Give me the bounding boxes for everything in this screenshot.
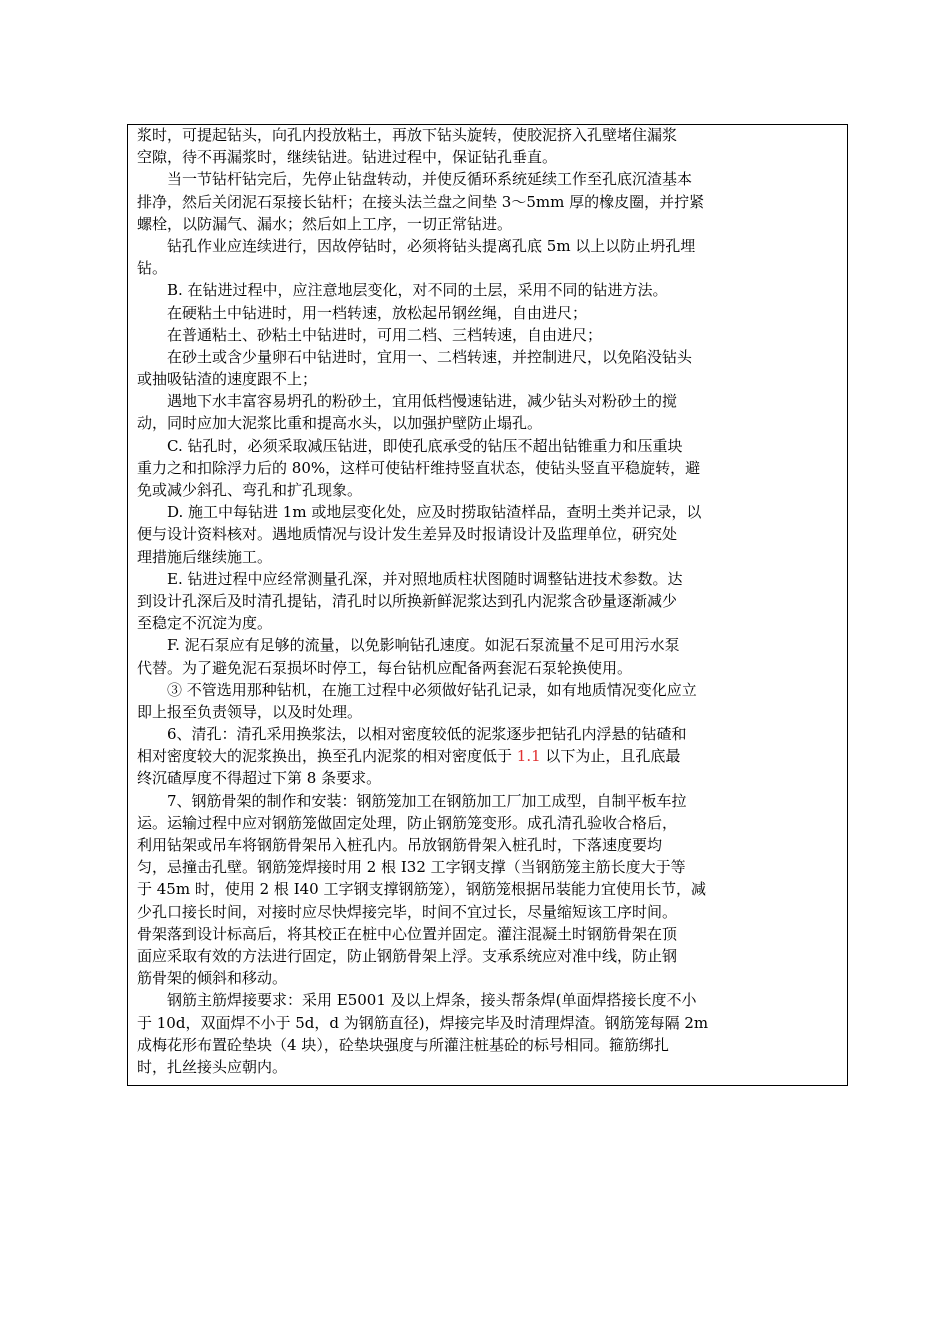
line-text: 动，同时应加大泥浆比重和提高水头，以加强护壁防止塌孔。	[137, 414, 543, 433]
paragraph-line	[137, 634, 839, 656]
line-text: 钻。	[137, 259, 168, 278]
paragraph-line	[137, 989, 839, 1011]
line-text: 免或减少斜孔、弯孔和扩孔现象。	[137, 481, 363, 499]
paragraph-line	[137, 235, 839, 257]
paragraph-line	[137, 546, 839, 568]
line-text: 空隙，待不再漏浆时，继续钻进。钻进过程中，保证钻孔垂直。	[137, 148, 558, 167]
line-text: E. 钻进过程中应经常测量孔深，并对照地质柱状图随时调整钻进技术参数。达	[167, 569, 683, 588]
line-text: 到设计孔深后及时清孔提钻，清孔时以所换新鲜泥浆达到孔内泥浆含砂量逐渐减少	[137, 591, 678, 610]
line-text: 便与设计资料核对。遇地质情况与设计发生差异及时报请设计及监理单位，研究处	[137, 525, 678, 544]
line-text: 7、钢筋骨架的制作和安装：钢筋笼加工在钢筋加工厂加工成型，自制平板车拉	[167, 791, 687, 810]
paragraph-line	[137, 302, 839, 324]
line-text: 骨架落到设计标高后，将其校正在桩中心位置并固定。灌注混凝土时钢筋骨架在顶	[137, 924, 678, 943]
paragraph-line	[137, 590, 839, 612]
line-text: 少孔口接长时间，对接时应尽快焊接完毕，时间不宜过长，尽量缩短该工序时间。	[137, 902, 678, 921]
paragraph-line	[137, 146, 839, 168]
paragraph-line	[137, 967, 839, 989]
line-text: 于 45m 时，使用 2 根 I40 工字钢支撑钢筋笼），钢筋笼根据吊装能力宜使用长节，减	[137, 880, 706, 899]
line-text: 当一节钻杆钻完后，先停止钻盘转动，并使反循环系统延续工作至孔底沉渣基本	[167, 170, 693, 189]
paragraph-line	[137, 1012, 839, 1034]
document-body	[137, 124, 839, 1078]
paragraph-line	[137, 834, 839, 856]
line-text: 或抽吸钻渣的速度跟不上；	[137, 370, 318, 389]
paragraph-line	[137, 568, 839, 590]
paragraph-line	[137, 856, 839, 878]
paragraph-line	[137, 878, 839, 900]
line-text: 钢筋主筋焊接要求：采用 E5001 及以上焊条，接头帮条焊(单面焊搭接长度不小	[167, 991, 697, 1010]
line-text: 运。运输过程中应对钢筋笼做固定处理，防止钢筋笼变形。成孔清孔验收合格后，	[137, 813, 678, 832]
paragraph-line	[137, 1034, 839, 1056]
highlighted-value: 1.1	[516, 747, 541, 766]
line-text: 至稳定不沉淀为度。	[137, 614, 273, 633]
paragraph-line	[137, 124, 839, 146]
line-text: 浆时，可提起钻头，向孔内投放粘土，再放下钻头旋转，使胶泥挤入孔壁堵住漏浆	[137, 126, 678, 144]
paragraph-line	[137, 501, 839, 523]
line-text: 终沉碴厚度不得超过下第 8 条要求。	[137, 769, 382, 788]
paragraph-line	[137, 346, 839, 368]
line-text: ③ 不管选用那种钻机，在施工过程中必须做好钻孔记录，如有地质情况变化应立	[167, 680, 697, 699]
line-text: C. 钻孔时，必须采取减压钻进，即使孔底承受的钻压不超出钻锥重力和压重块	[167, 436, 683, 455]
line-text: 即上报至负责领导，以及时处理。	[137, 702, 363, 721]
paragraph-line	[137, 324, 839, 346]
line-text: D. 施工中每钻进 1m 或地层变化处，应及时捞取钻渣样品，查明土类并记录，以	[167, 503, 702, 522]
line-text: 理措施后继续施工。	[137, 547, 273, 566]
paragraph-line	[137, 368, 839, 390]
paragraph-line	[137, 923, 839, 945]
paragraph-line	[137, 657, 839, 679]
paragraph-line	[137, 812, 839, 834]
paragraph-line	[137, 457, 839, 479]
line-text: B. 在钻进过程中，应注意地层变化，对不同的土层，采用不同的钻进方法。	[167, 281, 668, 300]
line-text: 于 10d，双面焊不小于 5d，d 为钢筋直径)，焊接完毕及时清理焊渣。钢筋笼每隔 2m	[137, 1013, 709, 1032]
paragraph-line	[137, 679, 839, 701]
line-text: 匀，忌撞击孔壁。钢筋笼焊接时用 2 根 I32 工字钢支撑（当钢筋笼主筋长度大于等	[137, 858, 686, 877]
paragraph-line	[137, 191, 839, 213]
paragraph-line	[137, 390, 839, 412]
line-text: 在砂土或含少量卵石中钻进时，宜用一、二档转速，并控制进尺，以免陷没钻头	[167, 347, 693, 366]
line-text: 排净，然后关闭泥石泵接长钻杆；在接头法兰盘之间垫 3～5mm 厚的橡皮圈，并拧紧	[137, 192, 705, 211]
paragraph-line	[137, 612, 839, 634]
line-text-after: 以下为止，且孔底最	[540, 747, 681, 766]
paragraph-line	[137, 479, 839, 501]
paragraph-line	[137, 945, 839, 967]
line-text: 钻孔作业应连续进行，因故停钻时，必须将钻头提离孔底 5m 以上以防止坍孔埋	[167, 236, 696, 255]
paragraph-line	[137, 790, 839, 812]
paragraph-line	[137, 435, 839, 457]
line-text: 面应采取有效的方法进行固定，防止钢筋骨架上浮。支承系统应对准中线，防止钢	[137, 946, 678, 965]
line-text: 重力之和扣除浮力后的 80%，这样可使钻杆维持竖直状态，使钻头竖直平稳旋转，避	[137, 458, 701, 477]
paragraph-line	[137, 745, 839, 767]
paragraph-line	[137, 901, 839, 923]
line-text: F. 泥石泵应有足够的流量，以免影响钻孔速度。如泥石泵流量不足可用污水泵	[167, 636, 680, 655]
paragraph-line	[137, 701, 839, 723]
paragraph-line	[137, 257, 839, 279]
line-text: 遇地下水丰富容易坍孔的粉砂土，宜用低档慢速钻进，减少钻头对粉砂土的搅	[167, 392, 678, 411]
paragraph-line	[137, 412, 839, 434]
paragraph-line	[137, 767, 839, 789]
line-text: 相对密度较大的泥浆换出，换至孔内泥浆的相对密度低于	[137, 747, 517, 766]
line-text: 在硬粘土中钻进时，用一档转速，放松起吊钢丝绳，自由进尺；	[167, 303, 588, 322]
paragraph-line	[137, 168, 839, 190]
line-text: 在普通粘土、砂粘土中钻进时，可用二档、三档转速，自由进尺；	[167, 325, 603, 344]
line-text: 时，扎丝接头应朝内。	[137, 1057, 288, 1076]
paragraph-line	[137, 213, 839, 235]
paragraph-line	[137, 523, 839, 545]
line-text: 代替。为了避免泥石泵损坏时停工，每台钻机应配备两套泥石泵轮换使用。	[137, 658, 633, 677]
line-text: 筋骨架的倾斜和移动。	[137, 969, 288, 988]
line-text: 螺栓，以防漏气、漏水；然后如上工序，一切正常钻进。	[137, 214, 513, 233]
paragraph-line	[137, 1056, 839, 1078]
line-text: 成梅花形布置砼垫块（4 块），砼垫块强度与所灌注桩基砼的标号相同。箍筋绑扎	[137, 1035, 669, 1054]
paragraph-line	[137, 279, 839, 301]
line-text: 利用钻架或吊车将钢筋骨架吊入桩孔内。吊放钢筋骨架入桩孔时，下落速度要均	[137, 836, 663, 854]
line-text: 6、清孔：清孔采用换浆法，以相对密度较低的泥浆逐步把钻孔内浮悬的钻碴和	[167, 725, 687, 744]
paragraph-line	[137, 723, 839, 745]
